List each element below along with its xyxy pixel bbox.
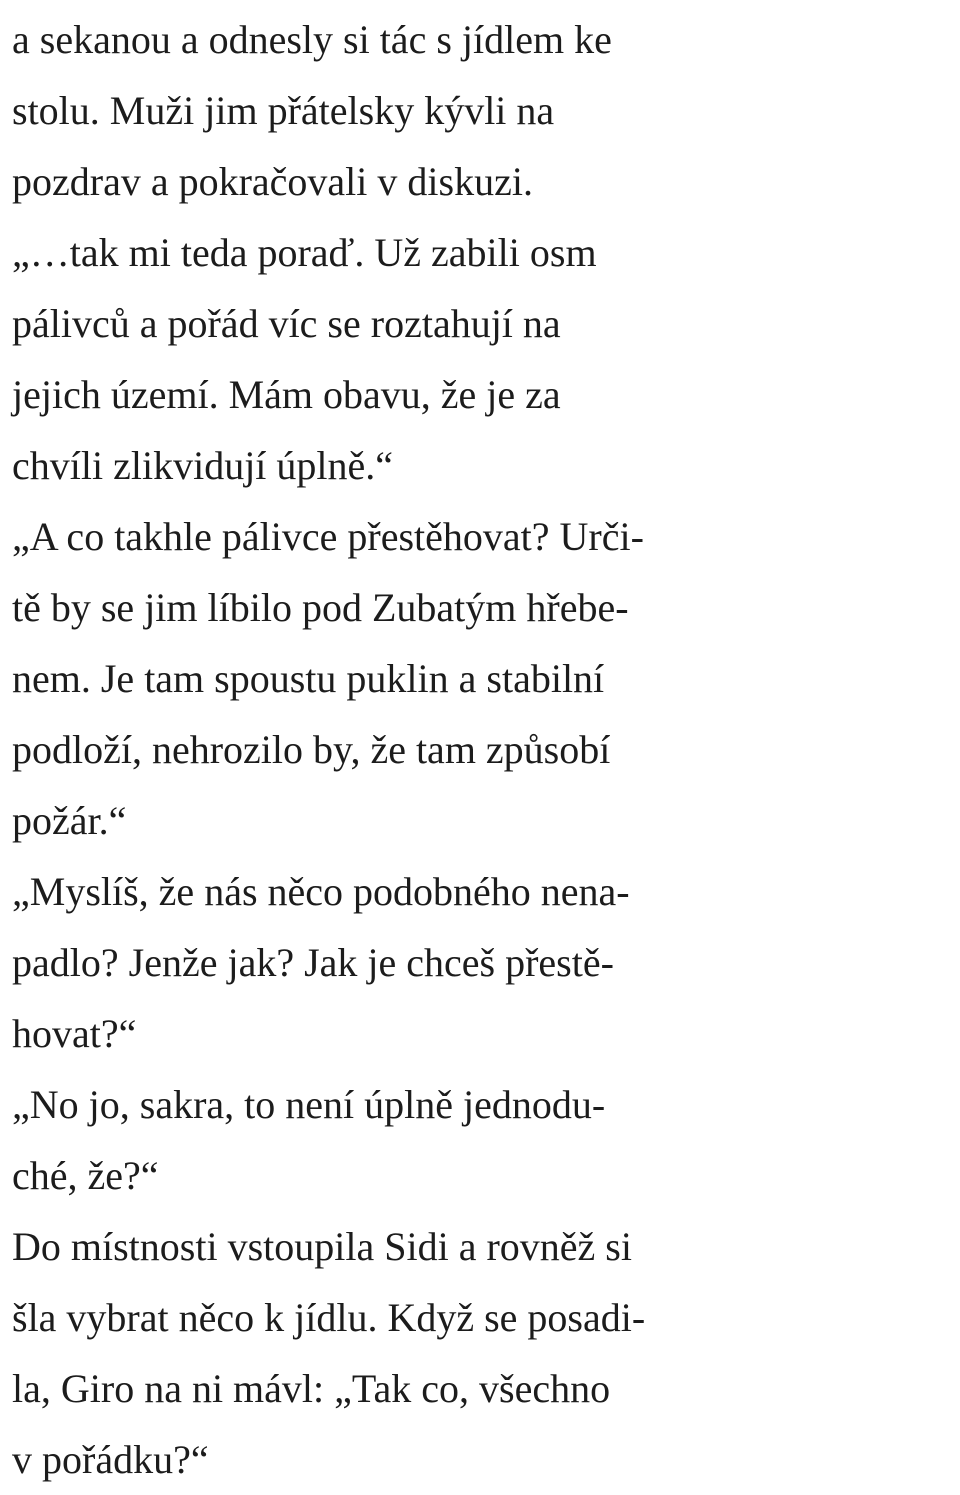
- text-line: „Myslíš, že nás něco podobného nena-: [12, 869, 630, 914]
- text-line: „…tak mi teda poraď. Už zabili osm: [12, 230, 597, 275]
- text-line: a sekanou a odnesly si tác s jídlem ke: [12, 17, 612, 62]
- text-line: pálivců a pořád víc se roztahují na: [12, 301, 561, 346]
- text-line: šla vybrat něco k jídlu. Když se posadi-: [12, 1295, 646, 1340]
- text-line: „No jo, sakra, to není úplně jednodu-: [12, 1082, 606, 1127]
- text-line: v pořádku?“: [12, 1437, 209, 1482]
- document-page: [12, 0, 952, 1495]
- text-line: ché, že?“: [12, 1153, 159, 1198]
- text-line: stolu. Muži jim přátelsky kývli na: [12, 88, 555, 133]
- text-line: pozdrav a pokračovali v diskuzi.: [12, 159, 533, 204]
- text-line: Do místnosti vstoupila Sidi a rovněž si: [12, 1224, 632, 1269]
- text-line: hovat?“: [12, 1011, 137, 1056]
- text-line: jejich území. Mám obavu, že je za: [12, 372, 561, 417]
- text-line: nem. Je tam spoustu puklin a stabilní: [12, 656, 605, 701]
- text-line: la, Giro na ni mávl: „Tak co, všechno: [12, 1366, 611, 1411]
- text-line: podloží, nehrozilo by, že tam způsobí: [12, 727, 611, 772]
- text-line: požár.“: [12, 798, 127, 843]
- text-line: „A co takhle pálivce přestěhovat? Urči-: [12, 514, 644, 559]
- text-line: padlo? Jenže jak? Jak je chceš přestě-: [12, 940, 614, 985]
- text-line: chvíli zlikvidují úplně.“: [12, 443, 394, 488]
- text-line: tě by se jim líbilo pod Zubatým hřebe-: [12, 585, 629, 630]
